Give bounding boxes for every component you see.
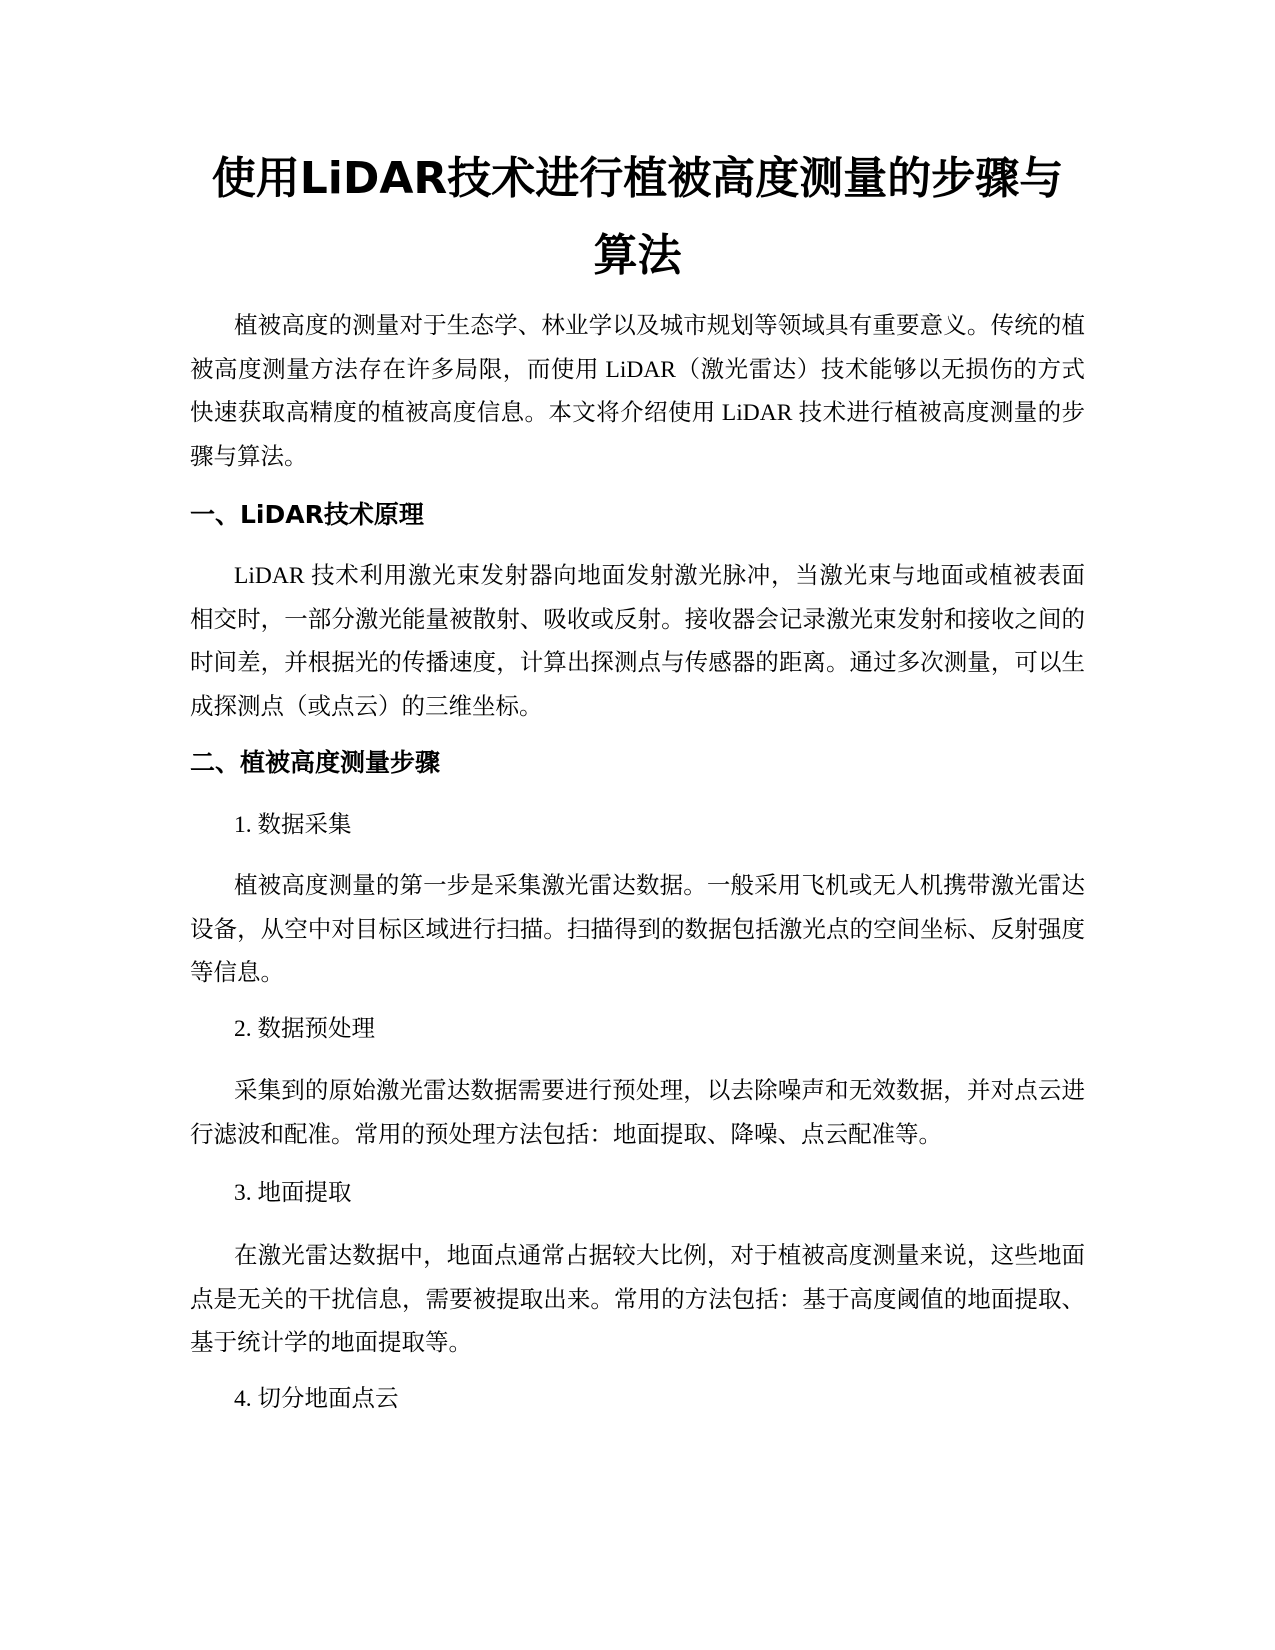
document-title: 使用LiDAR技术进行植被高度测量的步骤与算法 <box>211 153 1064 281</box>
step-3-label: 3. 地面提取 <box>234 1180 352 1206</box>
section-2-heading: 二、植被高度测量步骤 <box>190 748 441 777</box>
step-2-label: 2. 数据预处理 <box>234 1016 375 1042</box>
section-1-paragraph: LiDAR 技术利用激光束发射器向地面发射激光脉冲，当激光束与地面或植被表面相交时，一部分激光能量被散射、吸收或反射。接收器会记录激光束发射和接收之间的时间差，并根据光的传播速度，计算出探测点与传感器的距离。通过多次测量，可以生成探测点（或点云）的三维坐标。 <box>190 563 1085 720</box>
step-3-paragraph: 在激光雷达数据中，地面点通常占据较大比例，对于植被高度测量来说，这些地面点是无关的干扰信息，需要被提取出来。常用的方法包括：基于高度阈值的地面提取、基于统计学的地面提取等。 <box>190 1243 1085 1356</box>
step-1-label: 1. 数据采集 <box>234 812 352 838</box>
intro-paragraph: 植被高度的测量对于生态学、林业学以及城市规划等领域具有重要意义。传统的植被高度测量方法存在许多局限，而使用 LiDAR（激光雷达）技术能够以无损伤的方式快速获取高精度的植被高度信息。本文将介绍使用 LiDAR 技术进行植被高度测量的步骤与算法。 <box>190 313 1085 470</box>
section-1-heading: 一、LiDAR技术原理 <box>190 500 424 529</box>
step-4-label: 4. 切分地面点云 <box>234 1386 399 1412</box>
step-2-paragraph: 采集到的原始激光雷达数据需要进行预处理，以去除噪声和无效数据，并对点云进行滤波和配准。常用的预处理方法包括：地面提取、降噪、点云配准等。 <box>190 1078 1085 1148</box>
step-1-paragraph: 植被高度测量的第一步是采集激光雷达数据。一般采用飞机或无人机携带激光雷达设备，从空中对目标区域进行扫描。扫描得到的数据包括激光点的空间坐标、反射强度等信息。 <box>190 873 1085 986</box>
